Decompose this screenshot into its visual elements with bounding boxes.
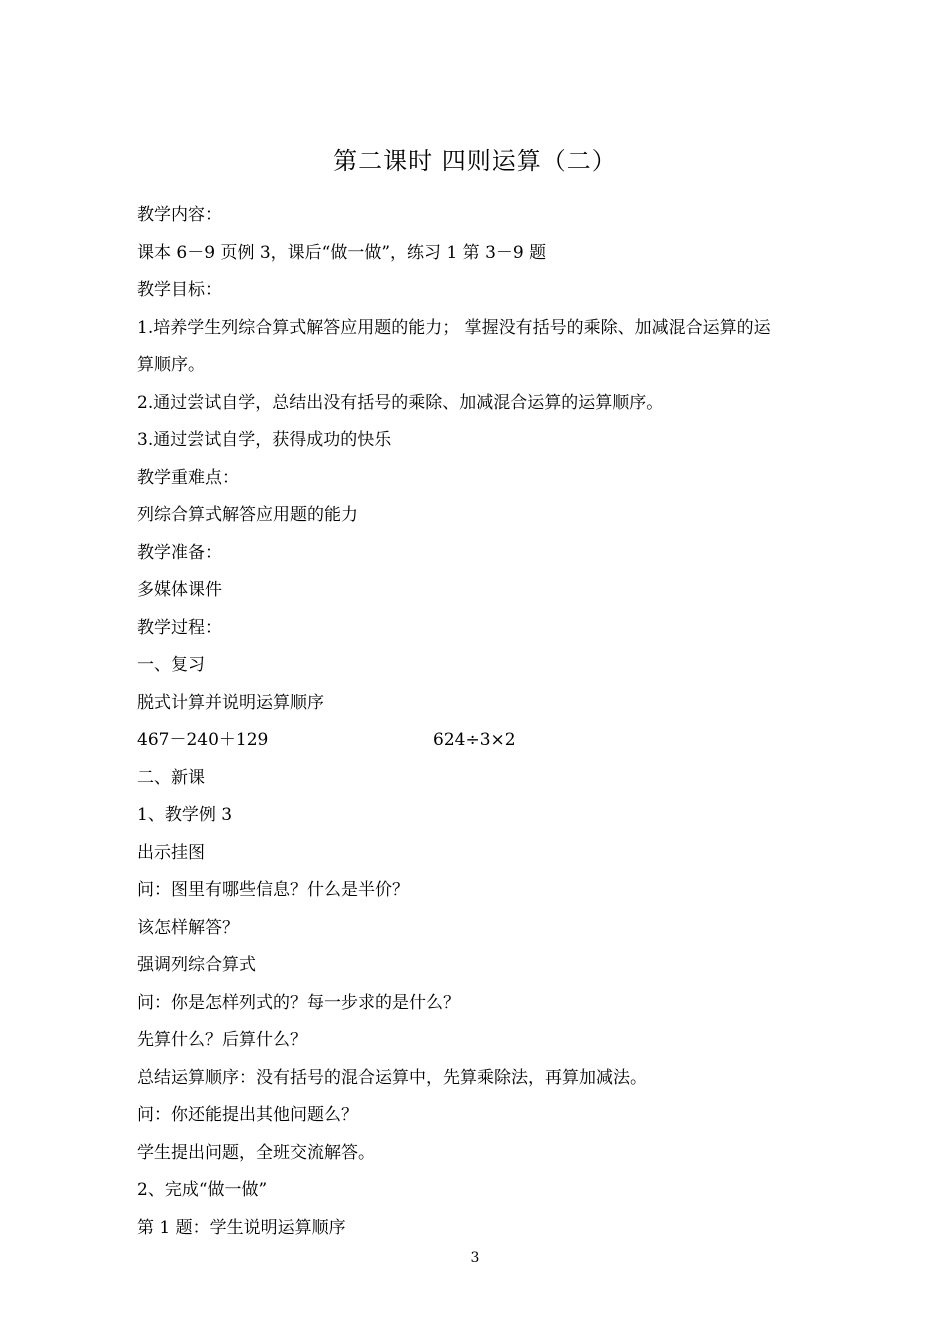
exercise-1: 第 1 题：学生说明运算顺序 [137, 1217, 346, 1238]
student-discussion: 学生提出问题，全班交流解答。 [137, 1142, 375, 1163]
heading-teaching-goals: 教学目标： [137, 280, 222, 300]
show-chart-text: 出示挂图 [137, 842, 205, 863]
expression-row [137, 722, 857, 760]
expression-left: 467－240＋129 [137, 730, 269, 750]
step-do-exercise: 2、完成“做一做” [137, 1180, 268, 1200]
summary-order: 总结运算顺序：没有括号的混合运算中，先算乘除法，再算加减法。 [137, 1067, 647, 1088]
key-difficulties-text: 列综合算式解答应用题的能力 [137, 505, 358, 525]
document-body [137, 197, 857, 1247]
review-instruction: 脱式计算并说明运算顺序 [137, 692, 324, 713]
goal-1-line-1: 1.培养学生列综合算式解答应用题的能力； 掌握没有括号的乘除、加减混合运算的运 [137, 317, 771, 338]
heading-key-difficulties: 教学重难点： [137, 467, 239, 488]
question-info: 问：图里有哪些信息？什么是半价？ [137, 880, 409, 900]
goal-3: 3.通过尝试自学，获得成功的快乐 [137, 430, 392, 450]
goal-1-line-2: 算顺序。 [137, 355, 205, 375]
emphasis-text: 强调列综合算式 [137, 955, 256, 975]
goal-2: 2.通过尝试自学，总结出没有括号的乘除、加减混合运算的运算顺序。 [137, 392, 664, 413]
question-how-solve: 该怎样解答？ [137, 917, 239, 938]
page-title: 第二课时 四则运算（二） [333, 147, 617, 175]
section-new-lesson: 二、新课 [137, 767, 205, 788]
preparation-text: 多媒体课件 [137, 580, 222, 600]
teaching-content-text: 课本 6－9 页例 3，课后“做一做”，练习 1 第 3－9 题 [137, 242, 547, 263]
question-order: 先算什么？后算什么？ [137, 1030, 307, 1050]
question-other: 问：你还能提出其他问题么？ [137, 1105, 358, 1125]
page-number: 3 [470, 1250, 480, 1266]
question-each-step: 问：你是怎样列式的？每一步求的是什么？ [137, 992, 460, 1013]
heading-process: 教学过程： [137, 617, 222, 638]
heading-preparation: 教学准备： [137, 542, 222, 563]
section-review: 一、复习 [137, 655, 205, 675]
step-example-3: 1、教学例 3 [137, 805, 233, 825]
heading-teaching-content: 教学内容： [137, 205, 222, 225]
expression-right: 624÷3×2 [433, 730, 516, 750]
